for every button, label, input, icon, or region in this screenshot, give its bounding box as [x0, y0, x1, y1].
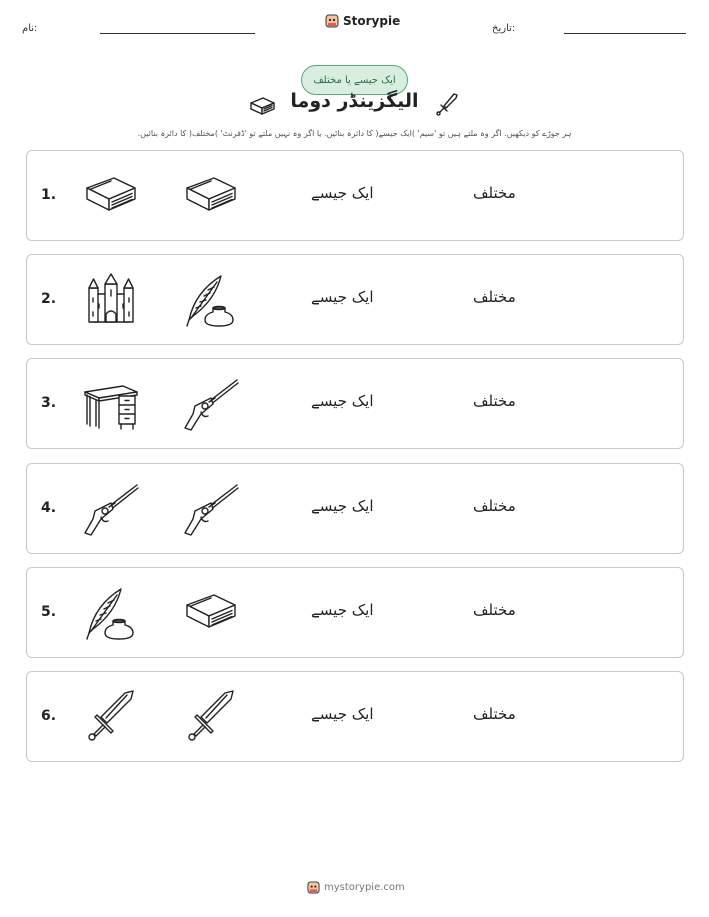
question-row: [26, 150, 684, 241]
question-row: [26, 358, 684, 449]
book-icon: [81, 166, 141, 226]
worksheet-type-badge: ایک جیسے یا مختلف: [301, 65, 408, 95]
question-row: [26, 254, 684, 345]
quill-inkwell-icon: [81, 583, 141, 643]
name-label: نام:: [22, 23, 38, 34]
book-icon: [181, 166, 241, 226]
different-option[interactable]: مختلف: [473, 601, 516, 619]
storypie-mascot-icon: [325, 13, 339, 29]
storypie-mascot-icon: [307, 880, 320, 895]
same-option[interactable]: ایک جیسے: [311, 497, 374, 515]
question-row: [26, 463, 684, 554]
question-number: 2.: [41, 291, 57, 307]
question-number: 3.: [41, 395, 57, 411]
question-number: 4.: [41, 500, 57, 516]
footer: [307, 880, 405, 895]
title-sword-icon: [436, 92, 460, 118]
quill-inkwell-icon: [181, 270, 241, 330]
sword-icon: [181, 687, 241, 747]
footer-url: mystorypie.com: [324, 882, 405, 893]
question-row: [26, 567, 684, 658]
title-book-icon: [248, 94, 276, 118]
same-option[interactable]: ایک جیسے: [311, 184, 374, 202]
same-option[interactable]: ایک جیسے: [311, 601, 374, 619]
same-option[interactable]: ایک جیسے: [311, 392, 374, 410]
page-title: [0, 90, 709, 112]
desk-icon: [81, 374, 141, 434]
different-option[interactable]: مختلف: [473, 392, 516, 410]
same-option[interactable]: ایک جیسے: [311, 705, 374, 723]
title-text: الیگزینڈر دوما: [290, 90, 419, 112]
name-input-line[interactable]: [100, 33, 255, 34]
question-row: [26, 671, 684, 762]
different-option[interactable]: مختلف: [473, 288, 516, 306]
castle-icon: [81, 270, 141, 330]
brand-name: Storypie: [343, 14, 401, 28]
different-option[interactable]: مختلف: [473, 184, 516, 202]
question-number: 5.: [41, 604, 57, 620]
musket-icon: [181, 374, 241, 434]
musket-icon: [181, 479, 241, 539]
same-option[interactable]: ایک جیسے: [311, 288, 374, 306]
musket-icon: [81, 479, 141, 539]
instructions: ہر جوڑے کو دیکھیں. اگر وہ ملتے ہیں تو 'سیم' )ایک جیسے( کا دائرہ بنائیں. یا اگر وہ نہیں ملتے تو 'ڈفرنٹ' )مختلف( کا دائرہ بنائیں.: [137, 129, 572, 138]
question-number: 6.: [41, 708, 57, 724]
brand-logo: [325, 13, 400, 29]
different-option[interactable]: مختلف: [473, 497, 516, 515]
date-input-line[interactable]: [564, 33, 686, 34]
sword-icon: [81, 687, 141, 747]
date-label: تاریخ:: [492, 23, 516, 34]
question-number: 1.: [41, 187, 57, 203]
book-icon: [181, 583, 241, 643]
different-option[interactable]: مختلف: [473, 705, 516, 723]
